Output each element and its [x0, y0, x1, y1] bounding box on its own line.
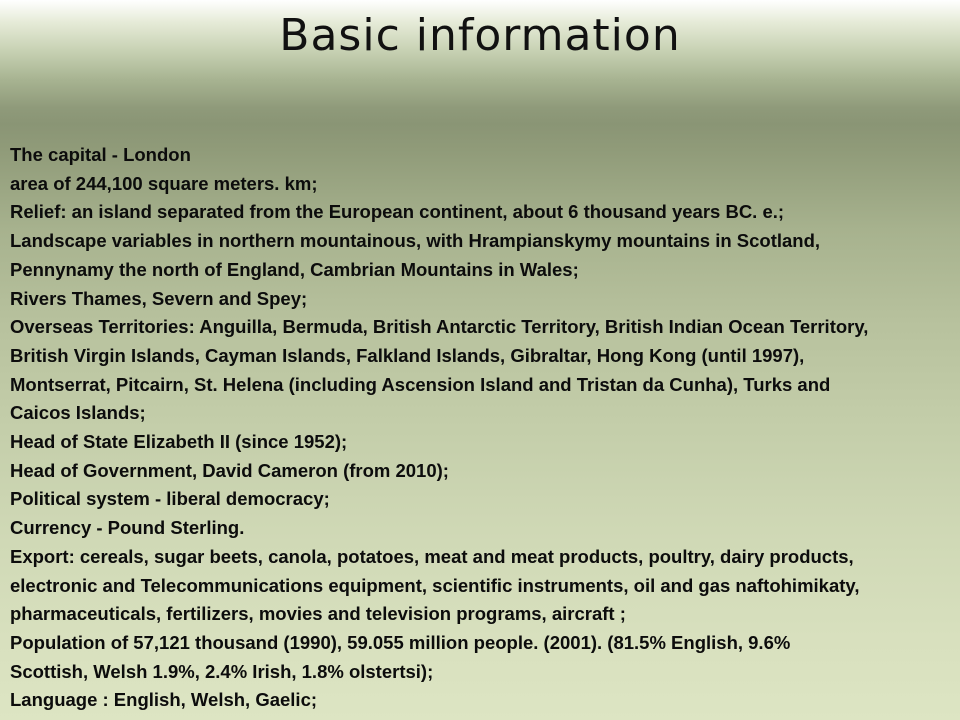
body-line-language: Language : English, Welsh, Gaelic;: [10, 689, 318, 711]
body-line-head-of-state: Head of State Elizabeth II (since 1952);: [10, 431, 348, 453]
body-line-political-system: Political system - liberal democracy;: [10, 488, 330, 510]
slide-body: [10, 141, 955, 715]
body-line-head-of-government: Head of Government, David Cameron (from 2010);: [10, 459, 449, 481]
body-line-export-2: electronic and Telecommunications equipment, scientific instruments, oil and gas naftohimikaty,: [10, 574, 860, 596]
slide-title: Basic information: [279, 10, 681, 61]
body-line-export-3: pharmaceuticals, fertilizers, movies and television programs, aircraft ;: [10, 603, 626, 625]
body-line-export-1: Export: cereals, sugar beets, canola, potatoes, meat and meat products, poultry, dairy products,: [10, 545, 854, 567]
body-line-territories-1: Overseas Territories: Anguilla, Bermuda, British Antarctic Territory, British Indian Ocean Territory,: [10, 316, 869, 338]
body-line-territories-4: Caicos Islands;: [10, 402, 146, 424]
body-line-capital: The capital - London: [10, 144, 191, 165]
body-line-population-2: Scottish, Welsh 1.9%, 2.4% Irish, 1.8% olstertsi);: [10, 660, 434, 682]
body-line-territories-2: British Virgin Islands, Cayman Islands, Falkland Islands, Gibraltar, Hong Kong (until 1997),: [10, 344, 805, 366]
body-line-landscape-2: Pennynamy the north of England, Cambrian Mountains in Wales;: [10, 258, 579, 280]
body-line-population-1: Population of 57,121 thousand (1990), 59.055 million people. (2001). (81.5% English, 9.6%: [10, 631, 791, 653]
body-line-landscape-1: Landscape variables in northern mountainous, with Hrampianskymy mountains in Scotland,: [10, 230, 821, 252]
body-line-relief: Relief: an island separated from the European continent, about 6 thousand years BC. e.;: [10, 201, 785, 223]
body-line-territories-3: Montserrat, Pitcairn, St. Helena (including Ascension Island and Tristan da Cunha), Turks and: [10, 373, 831, 395]
body-line-rivers: Rivers Thames, Severn and Spey;: [10, 287, 308, 309]
body-line-currency: Currency - Pound Sterling.: [10, 517, 245, 539]
body-line-area: area of 244,100 square meters. km;: [10, 172, 318, 194]
